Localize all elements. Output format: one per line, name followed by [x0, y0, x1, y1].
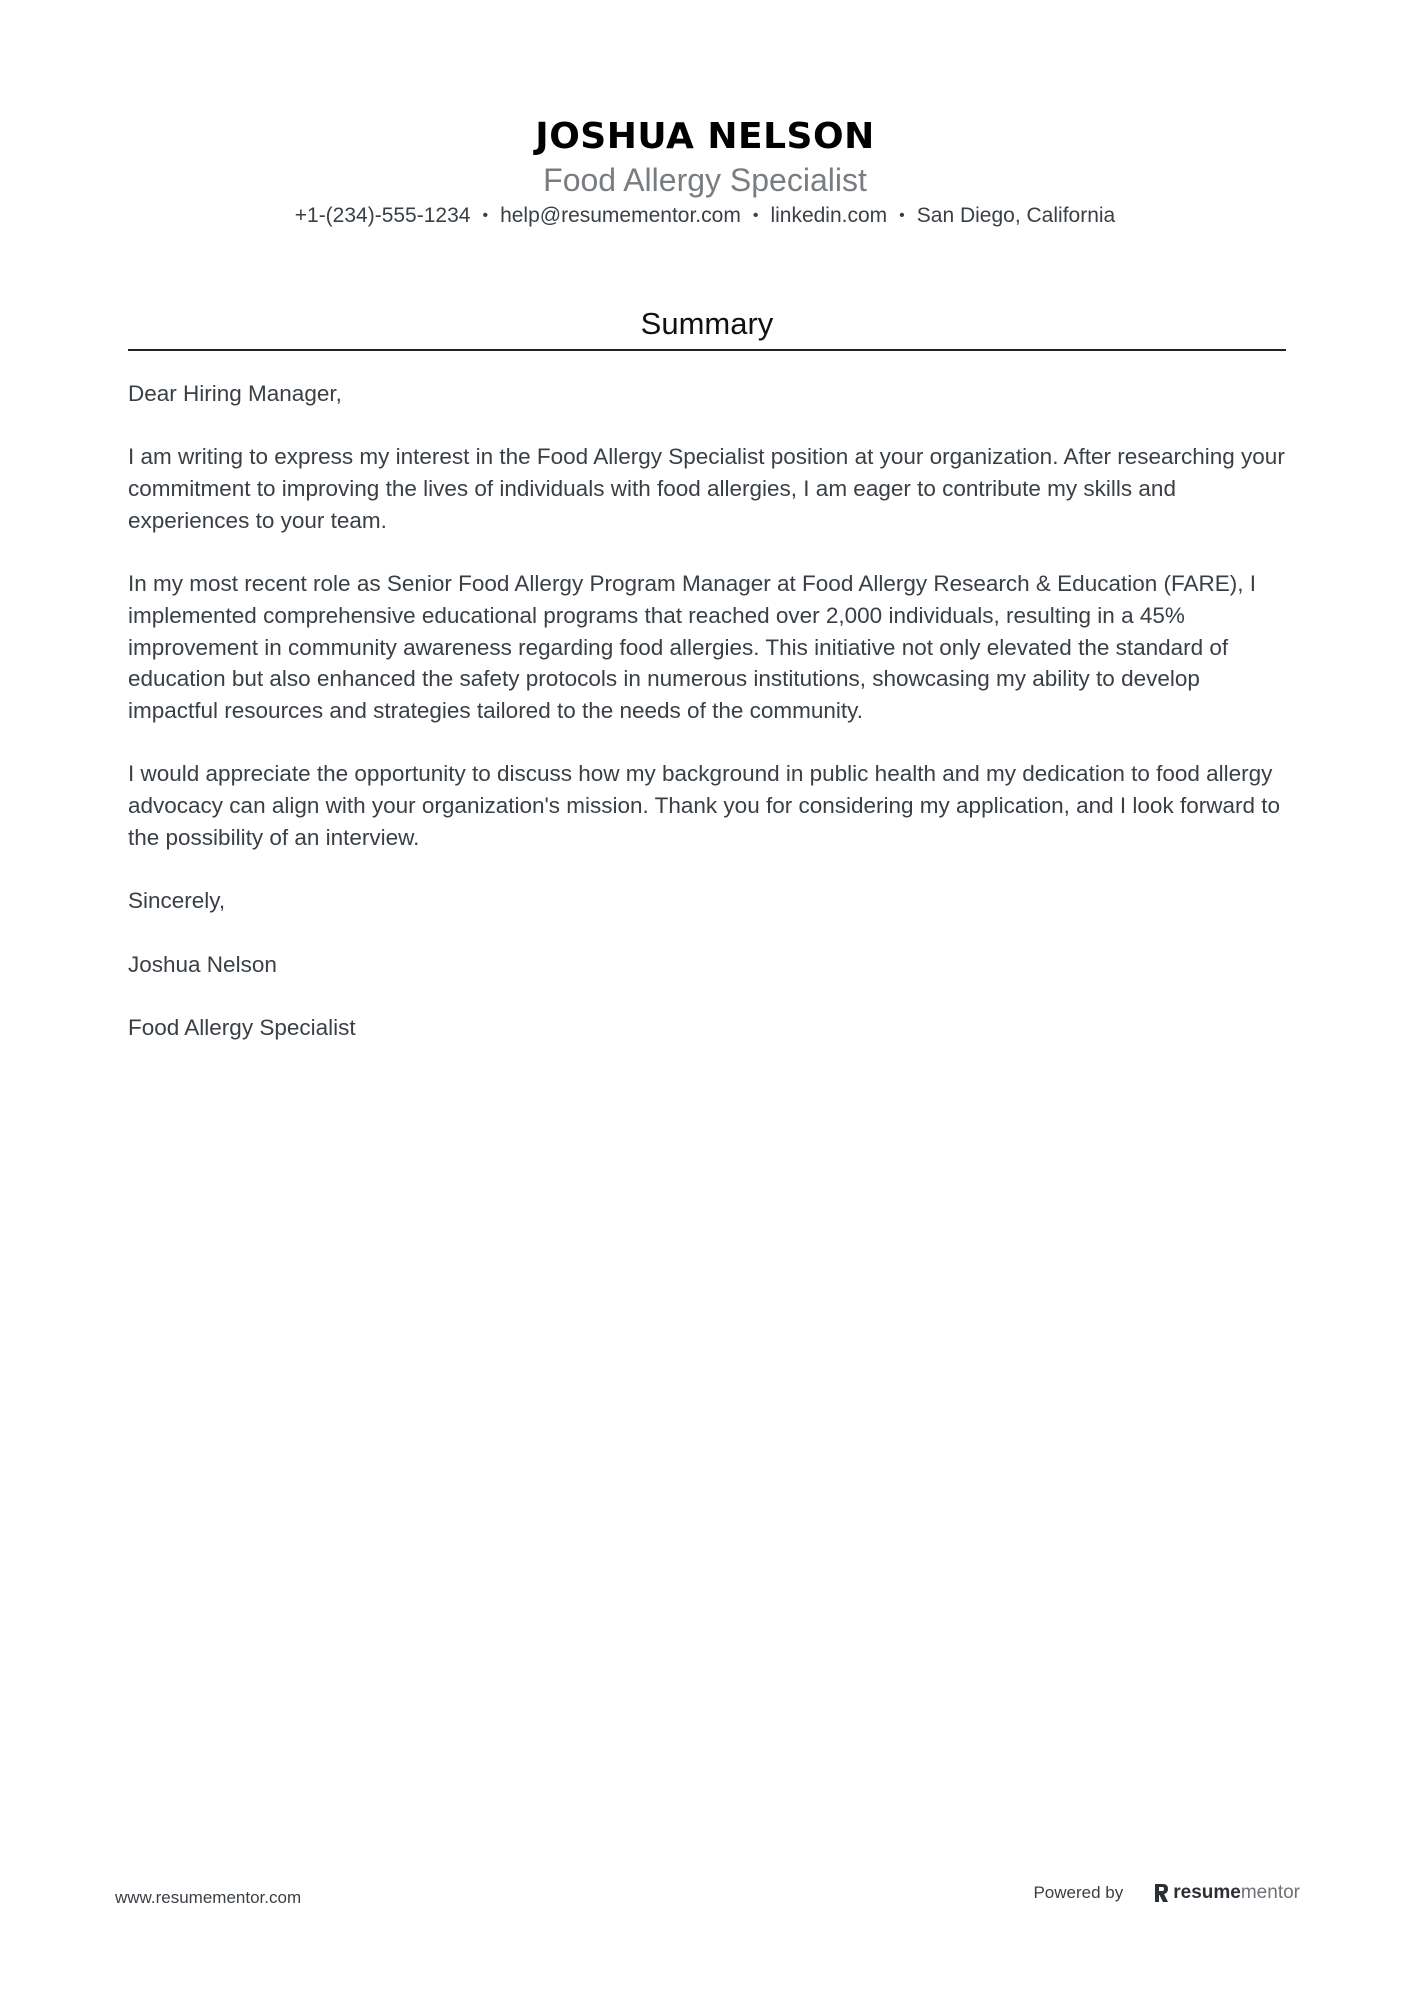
- contact-location: San Diego, California: [916, 204, 1116, 227]
- candidate-role: Food Allergy Specialist: [543, 162, 867, 198]
- contact-linkedin[interactable]: linkedin.com: [770, 204, 888, 227]
- brand-name-part1: resume: [1173, 1882, 1241, 1903]
- candidate-name: JOSHUA NELSON: [535, 116, 875, 157]
- letter-paragraph: I am writing to express my interest in the Food Allergy Specialist position at your organization. After researching your commitment to improving the lives of individuals with food allergies, I am eager to contribute my skills and experiences to your team.: [128, 444, 1285, 533]
- letter-paragraph: In my most recent role as Senior Food Allergy Program Manager at Food Allergy Research & Education (FARE), I implemented comprehensive educational programs that reached over 2,000 individuals, resulting in a 45% improvement in community awareness regarding food allergies. This initiative not only elevated the standard of education but also enhanced the safety protocols in numerous institutions, showcasing my ability to develop impactful resources and strategies tailored to the needs of the community.: [128, 571, 1256, 723]
- letter-closing: Sincerely,: [128, 888, 226, 914]
- bullet-separator: •: [752, 207, 759, 224]
- brand-name-part2: mentor: [1240, 1882, 1300, 1903]
- signature-title: Food Allergy Specialist: [128, 1014, 356, 1040]
- signature-name: Joshua Nelson: [128, 951, 277, 977]
- section-divider: [128, 349, 1286, 351]
- footer-website[interactable]: www.resumementor.com: [115, 1888, 302, 1907]
- letter-paragraph: I would appreciate the opportunity to discuss how my background in public health and my dedication to food allergy advocacy can align with your organization's mission. Thank you for considering my application, and I look forward to the possibility of an interview.: [128, 761, 1280, 850]
- bullet-separator: •: [899, 207, 905, 224]
- letter-body: [128, 378, 1290, 1075]
- contact-phone: +1-(234)-555-1234: [294, 204, 471, 227]
- resumementor-logo-icon: [1153, 1883, 1169, 1903]
- brand-logo[interactable]: [1153, 1882, 1300, 1904]
- contact-line: [0, 200, 1410, 232]
- section-title: Summary: [640, 306, 774, 341]
- letter-greeting: Dear Hiring Manager,: [128, 381, 342, 406]
- footer-powered-by: [1033, 1882, 1300, 1904]
- bullet-separator: •: [482, 207, 489, 224]
- contact-email[interactable]: help@resumementor.com: [500, 204, 741, 227]
- header: [0, 112, 1410, 232]
- powered-by-label: Powered by: [1033, 1883, 1124, 1902]
